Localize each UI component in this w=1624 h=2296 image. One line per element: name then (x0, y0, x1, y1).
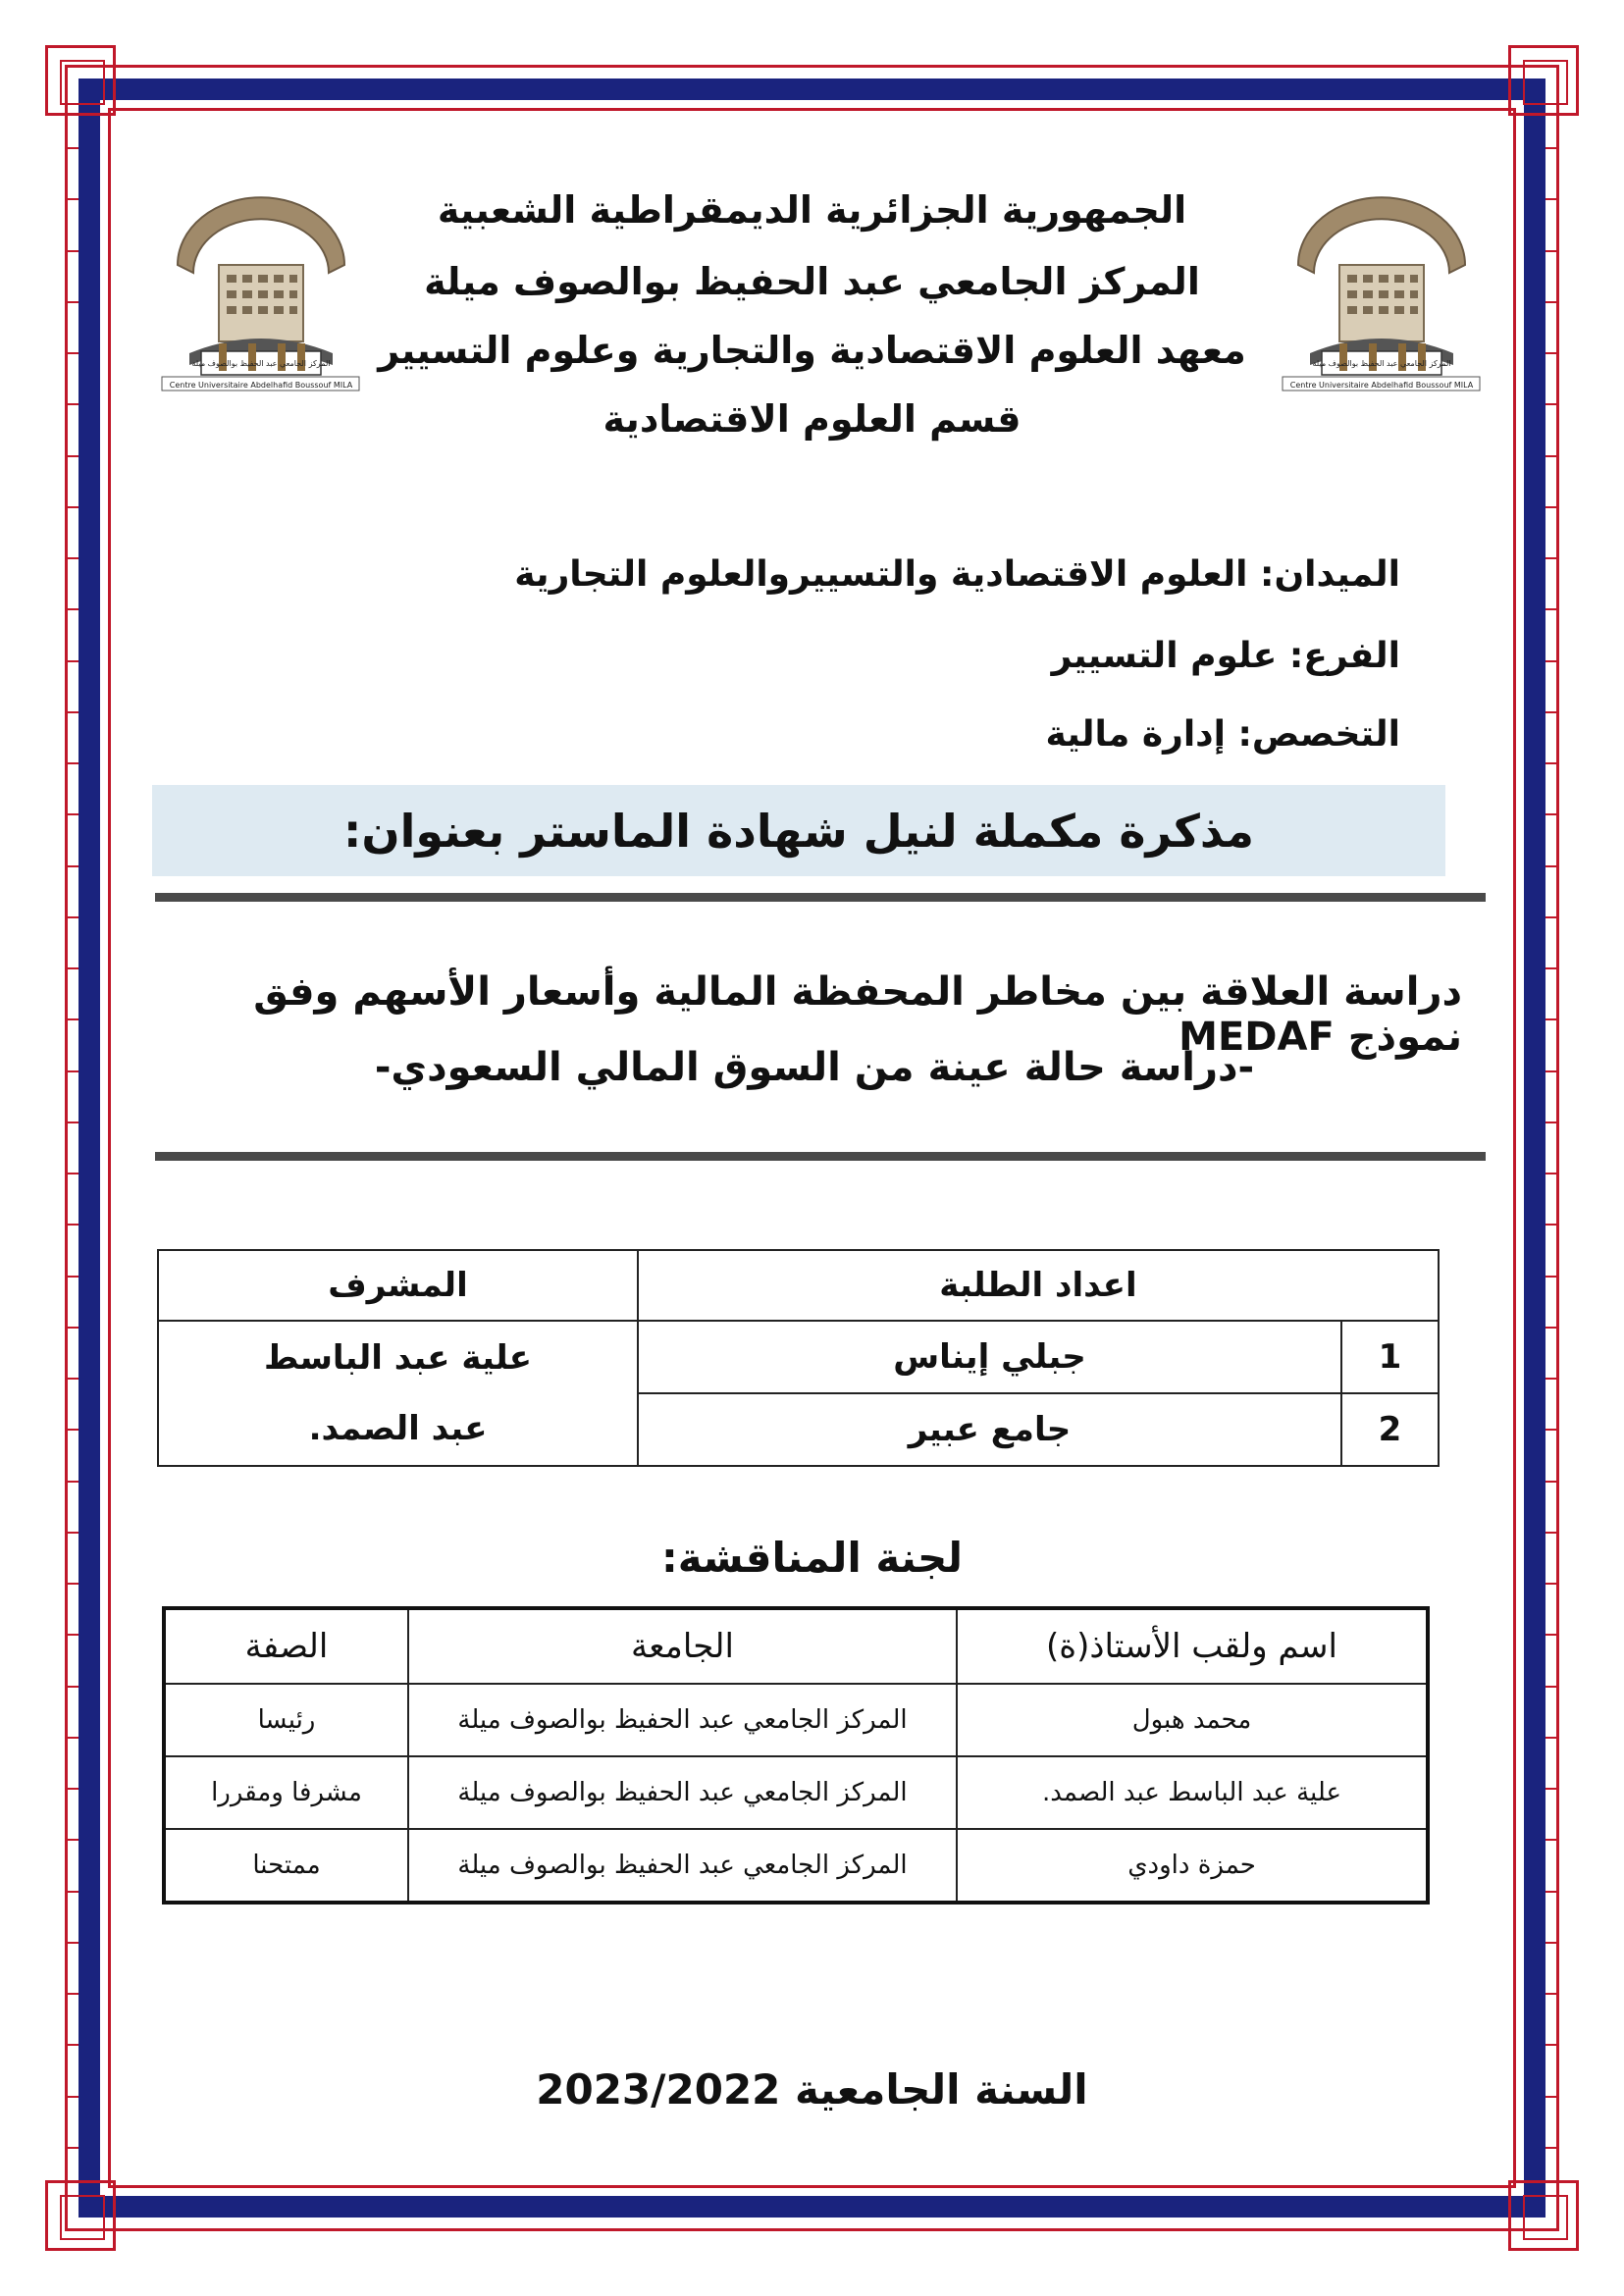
header-republic: الجمهورية الجزائرية الديمقراطية الشعبية (437, 188, 1187, 232)
frame-tick (1545, 1327, 1557, 1329)
frame-tick (1545, 455, 1557, 457)
field-specialty: التخصص: إدارة مالية (1045, 714, 1400, 755)
academic-year: السنة الجامعية 2023/2022 (536, 2065, 1088, 2113)
supervisor-name-line2: عبد الصمد. (308, 1409, 488, 1448)
frame-tick (1545, 1737, 1557, 1739)
frame-corner-top-right (1508, 45, 1579, 116)
frame-corner-top-left (45, 45, 116, 116)
frame-tick (67, 711, 79, 713)
jury-table (162, 1606, 1430, 1905)
frame-tick (67, 865, 79, 867)
frame-tick (1545, 967, 1557, 969)
frame-tick (1545, 506, 1557, 508)
frame-tick (67, 147, 79, 149)
frame-tick (1545, 1070, 1557, 1072)
field-domain: الميدان: العلوم الاقتصادية والتسييروالعلوم التجارية (514, 554, 1400, 595)
frame-tick (67, 250, 79, 252)
frame-tick (1545, 711, 1557, 713)
table-row (158, 1321, 1439, 1393)
jury-header-university: الجامعة (408, 1608, 957, 1684)
frame-tick (1545, 1378, 1557, 1380)
frame-tick (67, 1891, 79, 1893)
frame-tick (1545, 1018, 1557, 1020)
logo-inscription: المركز الجامعي عبد الحفيظ بوالصوف ميلة (191, 359, 331, 368)
frame-tick (67, 1532, 79, 1534)
frame-tick (67, 1070, 79, 1072)
frame-tick (67, 2096, 79, 2098)
frame-tick (1545, 1839, 1557, 1841)
frame-tick (67, 2044, 79, 2046)
header-department: قسم العلوم الاقتصادية (602, 397, 1022, 441)
frame-tick (67, 762, 79, 764)
frame-tick (67, 1686, 79, 1688)
jury-name: محمد هبول (957, 1684, 1428, 1756)
student-name: جامع عبير (638, 1393, 1341, 1466)
table-row (164, 1608, 1428, 1684)
frame-tick (67, 557, 79, 559)
frame-tick (1545, 1122, 1557, 1123)
frame-tick (1545, 916, 1557, 918)
student-number: 2 (1341, 1393, 1439, 1466)
frame-tick (67, 1429, 79, 1431)
frame-tick (1545, 2096, 1557, 2098)
frame-tick (1545, 1276, 1557, 1278)
frame-tick (67, 2147, 79, 2149)
frame-tick (1545, 301, 1557, 303)
frame-tick (67, 660, 79, 662)
frame-tick (67, 1583, 79, 1585)
field-branch: الفرع: علوم التسيير (1051, 636, 1400, 676)
frame-tick (67, 1481, 79, 1483)
frame-tick (1545, 198, 1557, 200)
table-row (164, 1684, 1428, 1756)
header-university: المركز الجامعي عبد الحفيظ بوالصوف ميلة (424, 260, 1200, 303)
frame-tick (1545, 1788, 1557, 1790)
frame-tick (1545, 403, 1557, 405)
students-table (157, 1249, 1440, 1467)
frame-tick (1545, 1429, 1557, 1431)
frame-tick (67, 1276, 79, 1278)
thesis-title: دراسة العلاقة بين مخاطر المحفظة المالية وأسعار الأسهم وفق نموذج MEDAF (253, 969, 1462, 1060)
frame-tick (67, 1942, 79, 1944)
frame-corner-bottom-right (1508, 2180, 1579, 2251)
frame-tick (1545, 1481, 1557, 1483)
table-row (164, 1829, 1428, 1903)
table-row (164, 1756, 1428, 1829)
jury-name: علية عبد الباسط عبد الصمد. (957, 1756, 1428, 1829)
frame-tick (67, 1378, 79, 1380)
jury-university: المركز الجامعي عبد الحفيظ بوالصوف ميلة (408, 1684, 957, 1756)
header-institute: معهد العلوم الاقتصادية والتجارية وعلوم التسيير (378, 329, 1246, 372)
frame-tick (67, 403, 79, 405)
frame-tick (1545, 2147, 1557, 2149)
frame-tick (67, 1993, 79, 1995)
frame-tick (1545, 608, 1557, 610)
frame-tick (67, 1788, 79, 1790)
jury-header-role: الصفة (164, 1608, 408, 1684)
frame-tick (1545, 1891, 1557, 1893)
memoir-banner-text: مذكرة مكملة لنيل شهادة الماستر بعنوان: (343, 804, 1254, 858)
frame-tick (67, 301, 79, 303)
divider-top (155, 893, 1486, 902)
frame-tick (67, 1173, 79, 1174)
logo-caption: Centre Universitaire Abdelhafid Boussouf MILA (1289, 381, 1474, 390)
supervisor-name-line1: علية عبد الباسط (264, 1338, 532, 1378)
frame-ticks-left (67, 147, 79, 2149)
frame-tick (1545, 660, 1557, 662)
frame-tick (1545, 762, 1557, 764)
jury-name: حمزة داودي (957, 1829, 1428, 1903)
frame-tick (67, 1327, 79, 1329)
jury-university: المركز الجامعي عبد الحفيظ بوالصوف ميلة (408, 1829, 957, 1903)
divider-bottom (155, 1152, 1486, 1161)
student-name: جبلي إيناس (638, 1321, 1341, 1393)
frame-tick (67, 455, 79, 457)
frame-tick (67, 1224, 79, 1226)
frame-tick (1545, 1583, 1557, 1585)
frame-tick (67, 608, 79, 610)
frame-tick (1545, 1224, 1557, 1226)
frame-tick (1545, 1532, 1557, 1534)
frame-tick (1545, 1634, 1557, 1636)
jury-role: ممتحنا (164, 1829, 408, 1903)
frame-tick (67, 352, 79, 354)
logo-caption: Centre Universitaire Abdelhafid Boussouf MILA (169, 381, 353, 390)
frame-tick (1545, 1686, 1557, 1688)
frame-tick (67, 1737, 79, 1739)
frame-tick (67, 813, 79, 815)
frame-corner-bottom-left (45, 2180, 116, 2251)
student-number: 1 (1341, 1321, 1439, 1393)
frame-tick (1545, 1993, 1557, 1995)
frame-tick (1545, 865, 1557, 867)
frame-tick (1545, 250, 1557, 252)
supervisor-cell (158, 1321, 638, 1466)
logo-inscription: المركز الجامعي عبد الحفيظ بوالصوف ميلة (1312, 359, 1451, 368)
frame-tick (1545, 557, 1557, 559)
frame-tick (1545, 352, 1557, 354)
frame-tick (1545, 147, 1557, 149)
jury-university: المركز الجامعي عبد الحفيظ بوالصوف ميلة (408, 1756, 957, 1829)
students-header: اعداد الطلبة (638, 1250, 1439, 1321)
frame-tick (67, 198, 79, 200)
frame-tick (67, 1634, 79, 1636)
frame-tick (1545, 1173, 1557, 1174)
jury-role: رئيسا (164, 1684, 408, 1756)
frame-tick (67, 1122, 79, 1123)
frame-tick (67, 1839, 79, 1841)
thesis-subtitle: -دراسة حالة عينة من السوق المالي السعودي- (374, 1045, 1255, 1090)
frame-tick (1545, 813, 1557, 815)
frame-tick (1545, 1942, 1557, 1944)
frame-tick (67, 916, 79, 918)
supervisor-header: المشرف (158, 1250, 638, 1321)
frame-tick (67, 506, 79, 508)
frame-tick (67, 967, 79, 969)
table-row (158, 1250, 1439, 1321)
jury-role: مشرفا ومقررا (164, 1756, 408, 1829)
frame-tick (67, 1018, 79, 1020)
frame-ticks-right (1545, 147, 1557, 2149)
frame-tick (1545, 2044, 1557, 2046)
jury-header-name: اسم ولقب الأستاذ(ة) (957, 1608, 1428, 1684)
memoir-banner (152, 785, 1445, 876)
jury-title: لجنة المناقشة: (660, 1534, 964, 1582)
